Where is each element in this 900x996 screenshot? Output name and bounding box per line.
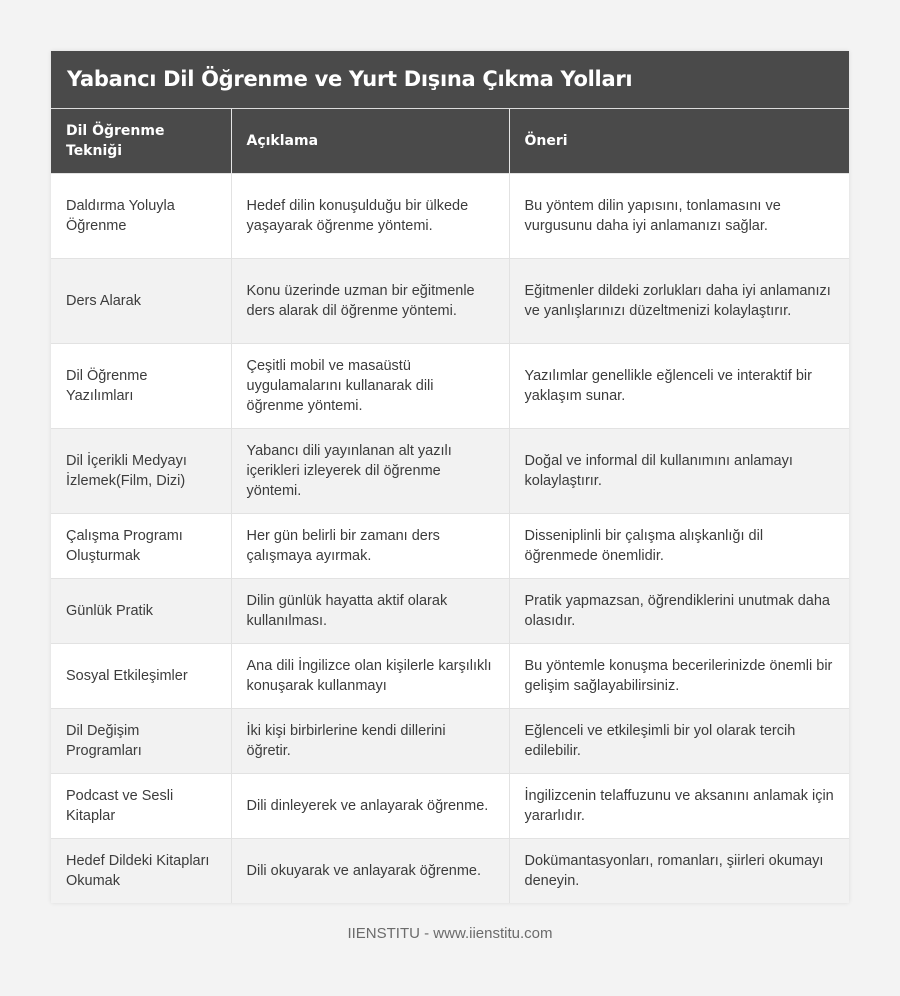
table-row bbox=[51, 259, 849, 344]
language-learning-table bbox=[51, 109, 849, 903]
cell-advice: Bu yöntemle konuşma becerilerinizde önemli bir gelişim sağlayabilirsiniz. bbox=[509, 644, 849, 709]
cell-advice: Bu yöntem dilin yapısını, tonlamasını ve vurgusunu daha iyi anlamanızı sağlar. bbox=[509, 174, 849, 259]
cell-technique: Günlük Pratik bbox=[51, 579, 231, 644]
cell-technique: Sosyal Etkileşimler bbox=[51, 644, 231, 709]
cell-advice: Pratik yapmazsan, öğrendiklerini unutmak daha olasıdır. bbox=[509, 579, 849, 644]
cell-advice: Eğlenceli ve etkileşimli bir yol olarak tercih edilebilir. bbox=[509, 709, 849, 774]
cell-description: Konu üzerinde uzman bir eğitmenle ders alarak dil öğrenme yöntemi. bbox=[231, 259, 509, 344]
cell-technique: Çalışma Programı Oluşturmak bbox=[51, 514, 231, 579]
table-row bbox=[51, 514, 849, 579]
table-row bbox=[51, 579, 849, 644]
cell-advice: Doğal ve informal dil kullanımını anlamayı kolaylaştırır. bbox=[509, 429, 849, 514]
cell-advice: Yazılımlar genellikle eğlenceli ve interaktif bir yaklaşım sunar. bbox=[509, 344, 849, 429]
cell-description: Dili dinleyerek ve anlayarak öğrenme. bbox=[231, 774, 509, 839]
cell-technique: Daldırma Yoluyla Öğrenme bbox=[51, 174, 231, 259]
footer-credit: IIENSTITU - www.iienstitu.com bbox=[347, 925, 553, 942]
table-card bbox=[51, 51, 849, 903]
cell-description: Dili okuyarak ve anlayarak öğrenme. bbox=[231, 839, 509, 904]
table-row bbox=[51, 429, 849, 514]
cell-advice: Dokümantasyonları, romanları, şiirleri okumayı deneyin. bbox=[509, 839, 849, 904]
cell-technique: Ders Alarak bbox=[51, 259, 231, 344]
table-row bbox=[51, 774, 849, 839]
cell-technique: Podcast ve Sesli Kitaplar bbox=[51, 774, 231, 839]
cell-advice: Eğitmenler dildeki zorlukları daha iyi anlamanızı ve yanlışlarınızı düzeltmenizi kolaylaştırır. bbox=[509, 259, 849, 344]
column-header-technique: Dil Öğrenme Tekniği bbox=[51, 109, 231, 174]
cell-technique: Dil Değişim Programları bbox=[51, 709, 231, 774]
cell-technique: Hedef Dildeki Kitapları Okumak bbox=[51, 839, 231, 904]
cell-advice: İngilizcenin telaffuzunu ve aksanını anlamak için yararlıdır. bbox=[509, 774, 849, 839]
cell-description: İki kişi birbirlerine kendi dillerini öğretir. bbox=[231, 709, 509, 774]
table-title: Yabancı Dil Öğrenme ve Yurt Dışına Çıkma Yolları bbox=[51, 51, 849, 109]
cell-description: Çeşitli mobil ve masaüstü uygulamalarını kullanarak dili öğrenme yöntemi. bbox=[231, 344, 509, 429]
column-header-description: Açıklama bbox=[231, 109, 509, 174]
table-row bbox=[51, 839, 849, 904]
column-header-advice: Öneri bbox=[509, 109, 849, 174]
cell-description: Hedef dilin konuşulduğu bir ülkede yaşayarak öğrenme yöntemi. bbox=[231, 174, 509, 259]
table-row bbox=[51, 709, 849, 774]
cell-description: Her gün belirli bir zamanı ders çalışmaya ayırmak. bbox=[231, 514, 509, 579]
cell-description: Dilin günlük hayatta aktif olarak kullanılması. bbox=[231, 579, 509, 644]
cell-description: Ana dili İngilizce olan kişilerle karşılıklı konuşarak kullanmayı bbox=[231, 644, 509, 709]
table-row bbox=[51, 344, 849, 429]
cell-advice: Disseniplinli bir çalışma alışkanlığı dil öğrenmede önemlidir. bbox=[509, 514, 849, 579]
cell-description: Yabancı dili yayınlanan alt yazılı içerikleri izleyerek dil öğrenme yöntemi. bbox=[231, 429, 509, 514]
header-row bbox=[51, 109, 849, 174]
table-row bbox=[51, 174, 849, 259]
cell-technique: Dil İçerikli Medyayı İzlemek(Film, Dizi) bbox=[51, 429, 231, 514]
cell-technique: Dil Öğrenme Yazılımları bbox=[51, 344, 231, 429]
table-row bbox=[51, 644, 849, 709]
